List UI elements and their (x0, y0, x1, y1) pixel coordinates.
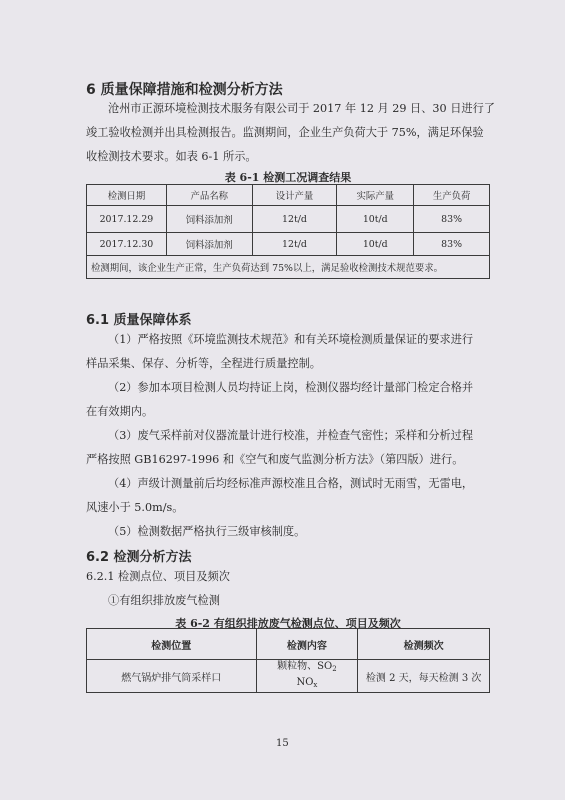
item-3-line-2: 严格按照 GB16297-1996 和《空气和废气监测分析方法》（第四版）进行。 (86, 453, 464, 466)
table-header-cell: 检测位置 (87, 629, 257, 660)
table-cell: 12t/d (252, 233, 337, 256)
table-cell: 10t/d (337, 233, 414, 256)
table-cell-location: 燃气锅炉排气筒采样口 (87, 660, 257, 693)
item-1-line-2: 样品采集、保存、分析等，全程进行质量控制。 (86, 357, 321, 370)
table-row (87, 206, 490, 233)
table-cell: 2017.12.29 (87, 206, 167, 233)
table-header-row (87, 629, 490, 660)
table-6-1-caption: 表 6-1 检测工况调查结果 (224, 171, 352, 184)
table-header-cell: 检测内容 (256, 629, 358, 660)
table-6-1 (86, 184, 490, 279)
table-note-row (87, 256, 490, 279)
table-cell: 饲料添加剂 (166, 233, 252, 256)
table-cell: 2017.12.30 (87, 233, 167, 256)
section-6-heading: 6 质量保障措施和检测分析方法 (86, 82, 283, 98)
item-2-line-2: 在有效期内。 (86, 405, 154, 418)
item-4-line-1: （4）声级计测量前后均经标准声源校准且合格，测试时无雨雪，无雷电， (108, 477, 474, 490)
table-cell: 饲料添加剂 (166, 206, 252, 233)
table-header-cell: 实际产量 (337, 185, 414, 206)
table-cell: 83% (414, 206, 490, 233)
table-cell: 12t/d (252, 206, 337, 233)
item-4-line-2: 风速小于 5.0m/s。 (86, 501, 184, 514)
section-6-2-1-item: ①有组织排放废气检测 (108, 594, 220, 607)
table-note: 检测期间，该企业生产正常，生产负荷达到 75%以上，满足验收检测技术规范要求。 (87, 256, 490, 279)
table-header-cell: 产品名称 (166, 185, 252, 206)
table-cell-content (256, 660, 358, 693)
table-header-cell: 检测频次 (358, 629, 490, 660)
intro-line-2: 竣工验收检测并出具检测报告。监测期间，企业生产负荷大于 75%，满足环保验 (86, 126, 484, 139)
intro-line-1: 沧州市正源环境检测技术服务有限公司于 2017 年 12 月 29 日、30 日进行了 (108, 102, 495, 115)
table-header-cell: 检测日期 (87, 185, 167, 206)
table-row (87, 660, 490, 693)
content-line-2: $NO_x$ (296, 677, 318, 689)
table-6-2 (86, 628, 490, 693)
table-cell-frequency: 检测 2 天，每天检测 3 次 (358, 660, 490, 693)
table-header-cell: 设计产量 (252, 185, 337, 206)
content-line-1: 颗粒物、$SO_2$ (277, 661, 337, 673)
table-6-2-caption: 表 6-2 有组织排放废气检测点位、项目及频次 (175, 617, 401, 630)
table-header-row (87, 185, 490, 206)
item-2-line-1: （2）参加本项目检测人员均持证上岗，检测仪器均经计量部门检定合格并 (108, 381, 474, 394)
item-5-line-1: （5）检测数据严格执行三级审核制度。 (108, 525, 306, 538)
table-header-cell: 生产负荷 (414, 185, 490, 206)
table-cell: 10t/d (337, 206, 414, 233)
page-number: 15 (276, 738, 289, 749)
section-6-2-heading: 6.2 检测分析方法 (86, 550, 192, 565)
section-6-1-heading: 6.1 质量保障体系 (86, 313, 192, 328)
table-cell: 83% (414, 233, 490, 256)
item-1-line-1: （1）严格按照《环境监测技术规范》和有关环境检测质量保证的要求进行 (108, 333, 474, 346)
item-3-line-1: （3）废气采样前对仪器流量计进行校准，并检查气密性；采样和分析过程 (108, 429, 474, 442)
table-row (87, 233, 490, 256)
intro-line-3: 收检测技术要求。如表 6-1 所示。 (86, 150, 257, 163)
section-6-2-1-heading: 6.2.1 检测点位、项目及频次 (86, 570, 230, 583)
